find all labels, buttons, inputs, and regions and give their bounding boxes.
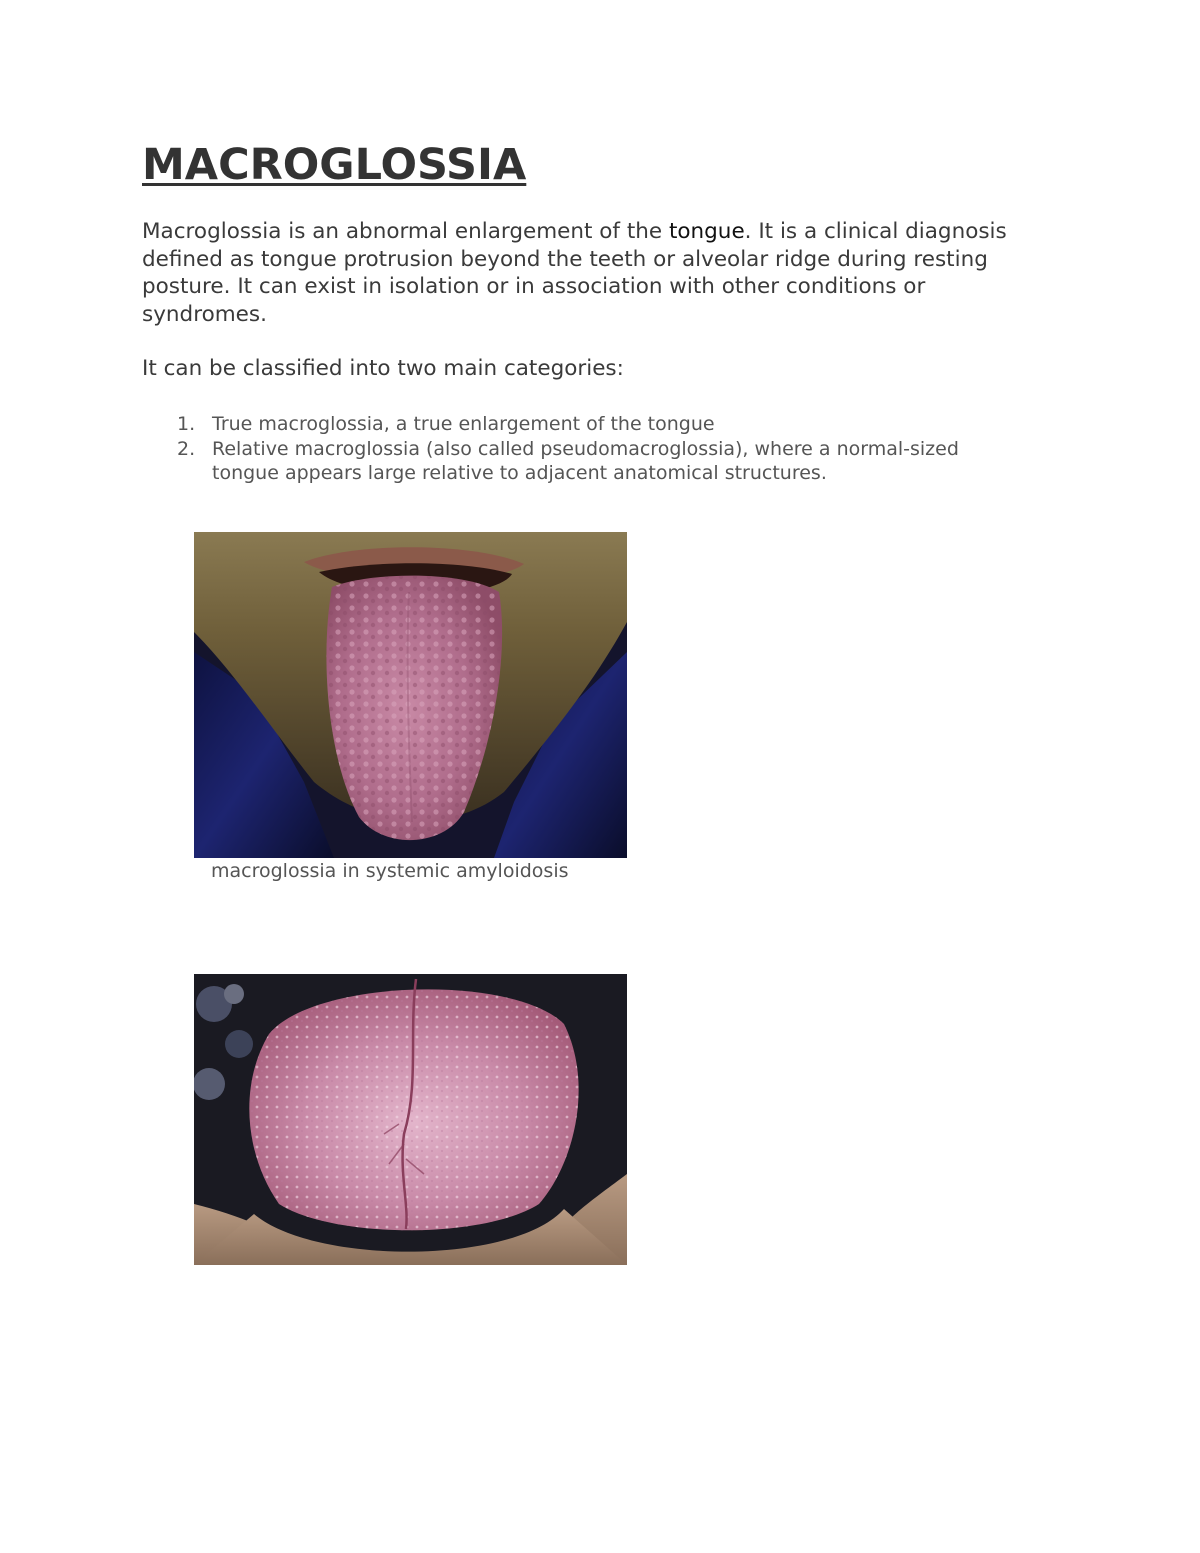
intro-text-end: . It is a clinical diagnosis defined as tongue protrusion beyond the teeth or alveolar ridge during resting posture. It can exist in isolation or in association with other conditions or syndromes. [142,219,1007,327]
figure-caption: macroglossia in systemic amyloidosis [211,860,569,882]
list-item-text: Relative macroglossia (also called pseudomacroglossia), where a normal-sized tongue appears large relative to adjacent anatomical structures. [212,437,959,484]
intro-text-start: Macroglossia is an abnormal enlargement of the [142,219,669,244]
classification-intro: It can be classified into two main categories: [142,356,624,381]
intro-paragraph [142,218,1042,328]
list-item-number: 1. [177,413,196,435]
list-item-number: 2. [177,437,196,460]
enlarged-tongue-photo [194,974,627,1265]
list-item [172,412,1022,437]
tongue-term-link[interactable]: tongue [668,219,745,244]
list-item-text: True macroglossia, a true enlargement of the tongue [212,413,715,435]
list-item [172,437,1022,486]
page-title: MACROGLOSSIA [142,140,527,190]
amyloidosis-tongue-photo [194,532,627,858]
category-list [172,412,1022,486]
